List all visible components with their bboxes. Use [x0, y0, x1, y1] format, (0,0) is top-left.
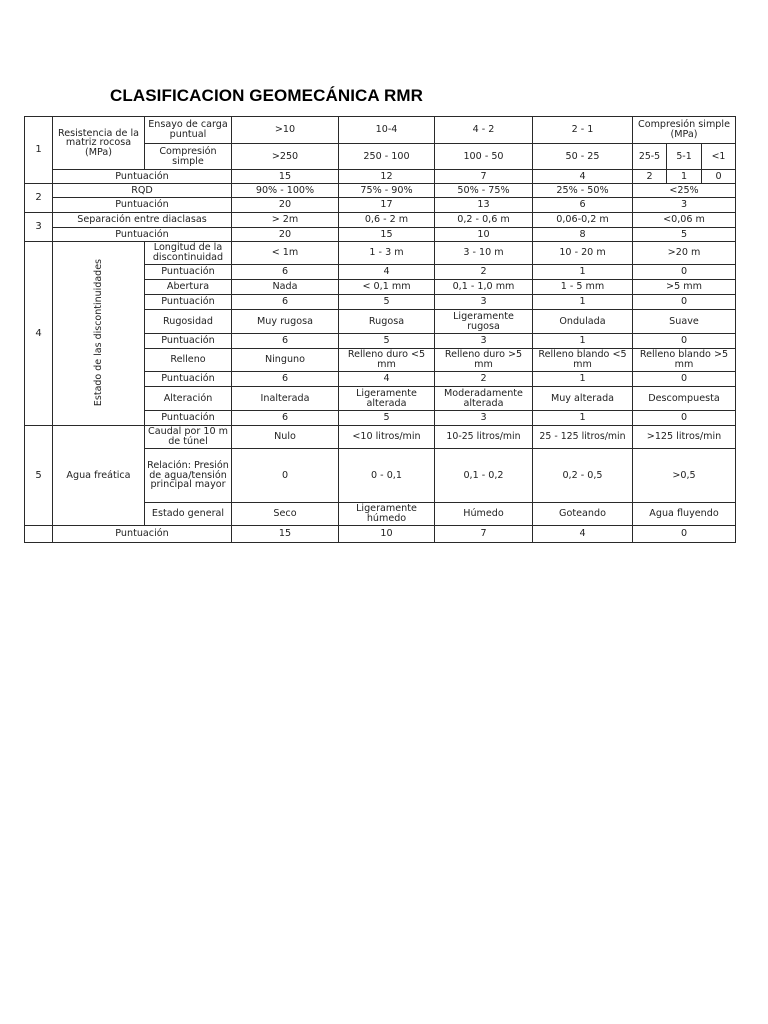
score-cell: 20 [232, 228, 339, 242]
row-label: Relación: Presión de agua/tensión principal mayor [145, 449, 232, 503]
group-label [53, 242, 145, 426]
score-cell: 6 [533, 198, 633, 213]
score-cell: 6 [232, 334, 339, 349]
table-cell: >0,5 [633, 449, 736, 503]
score-cell: 2 [435, 372, 533, 387]
table-cell: >20 m [633, 242, 736, 265]
table-cell: Rugosa [339, 310, 435, 334]
table-cell: <25% [633, 184, 736, 198]
table-row [25, 117, 736, 144]
table-cell: <0,06 m [633, 213, 736, 228]
row-label: Longitud de la discontinuidad [145, 242, 232, 265]
table-cell: Goteando [533, 503, 633, 526]
score-cell: 1 [533, 334, 633, 349]
group-label-text: Estado de las discontinuidades [92, 258, 104, 406]
score-cell: 5 [633, 228, 736, 242]
score-label: Puntuación [145, 411, 232, 426]
table-cell: 25 - 125 litros/min [533, 426, 633, 449]
score-cell: 3 [435, 411, 533, 426]
table-cell: Descompuesta [633, 387, 736, 411]
table-cell: 0,2 - 0,6 m [435, 213, 533, 228]
table-cell: Suave [633, 310, 736, 334]
score-cell: 3 [435, 334, 533, 349]
score-cell: 3 [435, 295, 533, 310]
table-cell: 5-1 [667, 144, 702, 170]
score-cell: 1 [667, 170, 702, 184]
table-row [25, 242, 736, 265]
table-cell: 2 - 1 [533, 117, 633, 144]
table-cell: Seco [232, 503, 339, 526]
score-cell: 5 [339, 295, 435, 310]
table-row [25, 426, 736, 449]
row-label: RQD [53, 184, 232, 198]
table-cell: > 2m [232, 213, 339, 228]
score-cell: 0 [633, 526, 736, 543]
table-cell: Agua fluyendo [633, 503, 736, 526]
table-cell: 0,6 - 2 m [339, 213, 435, 228]
score-cell: 3 [633, 198, 736, 213]
table-cell: 50% - 75% [435, 184, 533, 198]
score-label: Puntuación [53, 228, 232, 242]
score-cell: 4 [339, 372, 435, 387]
table-row [25, 213, 736, 228]
table-cell: Relleno duro <5 mm [339, 349, 435, 372]
table-cell: Compresión simple (MPa) [633, 117, 736, 144]
row-label: Ensayo de carga puntual [145, 117, 232, 144]
table-cell: >5 mm [633, 280, 736, 295]
score-cell: 6 [232, 295, 339, 310]
table-cell: 50 - 25 [533, 144, 633, 170]
score-cell: 6 [232, 411, 339, 426]
table-cell: 100 - 50 [435, 144, 533, 170]
score-cell: 15 [339, 228, 435, 242]
parameter-label: Resistencia de la matriz rocosa (MPa) [53, 117, 145, 170]
table-cell: 0,2 - 0,5 [533, 449, 633, 503]
score-cell: 4 [533, 526, 633, 543]
row-label: Compresión simple [145, 144, 232, 170]
score-cell: 4 [533, 170, 633, 184]
score-cell: 7 [435, 170, 533, 184]
score-label: Puntuación [145, 334, 232, 349]
parameter-number: 4 [25, 242, 53, 426]
table-cell: Ligeramente alterada [339, 387, 435, 411]
table-cell: <10 litros/min [339, 426, 435, 449]
parameter-number: 3 [25, 213, 53, 242]
score-cell: 20 [232, 198, 339, 213]
table-cell: <1 [702, 144, 736, 170]
table-cell: 0,1 - 1,0 mm [435, 280, 533, 295]
score-label: Puntuación [53, 170, 232, 184]
table-cell: Muy alterada [533, 387, 633, 411]
group-label: Agua freática [53, 426, 145, 526]
table-cell: Ligeramente rugosa [435, 310, 533, 334]
table-cell: Ondulada [533, 310, 633, 334]
table-cell: Húmedo [435, 503, 533, 526]
table-cell: 4 - 2 [435, 117, 533, 144]
table-cell: 25-5 [633, 144, 667, 170]
table-row [25, 184, 736, 198]
score-cell: 13 [435, 198, 533, 213]
score-cell: 0 [633, 265, 736, 280]
score-cell: 5 [339, 334, 435, 349]
table-cell: >250 [232, 144, 339, 170]
score-cell: 0 [633, 411, 736, 426]
table-row [25, 198, 736, 213]
parameter-number: 2 [25, 184, 53, 213]
table-cell: >125 litros/min [633, 426, 736, 449]
table-cell: 75% - 90% [339, 184, 435, 198]
score-cell: 8 [533, 228, 633, 242]
table-cell: Moderadamente alterada [435, 387, 533, 411]
table-cell: Relleno duro >5 mm [435, 349, 533, 372]
score-label: Puntuación [145, 372, 232, 387]
score-label: Puntuación [53, 198, 232, 213]
table-cell: Ligeramente húmedo [339, 503, 435, 526]
score-cell: 0 [633, 295, 736, 310]
row-label: Abertura [145, 280, 232, 295]
score-cell: 6 [232, 372, 339, 387]
score-cell: 12 [339, 170, 435, 184]
score-cell: 7 [435, 526, 533, 543]
score-cell: 2 [633, 170, 667, 184]
score-cell: 15 [232, 526, 339, 543]
score-cell: 0 [702, 170, 736, 184]
row-label: Alteración [145, 387, 232, 411]
table-cell: Relleno blando >5 mm [633, 349, 736, 372]
score-cell: 5 [339, 411, 435, 426]
table-row [25, 526, 736, 543]
row-label: Relleno [145, 349, 232, 372]
score-cell: 2 [435, 265, 533, 280]
row-label: Separación entre diaclasas [53, 213, 232, 228]
score-cell: 1 [533, 372, 633, 387]
blank-cell [25, 526, 53, 543]
table-row [25, 170, 736, 184]
table-cell: 0,06-0,2 m [533, 213, 633, 228]
table-cell: >10 [232, 117, 339, 144]
table-cell: 10-25 litros/min [435, 426, 533, 449]
table-cell: 250 - 100 [339, 144, 435, 170]
row-label: Estado general [145, 503, 232, 526]
table-row [25, 228, 736, 242]
table-cell: < 0,1 mm [339, 280, 435, 295]
score-cell: 4 [339, 265, 435, 280]
table-cell: Inalterada [232, 387, 339, 411]
table-cell: 90% - 100% [232, 184, 339, 198]
score-cell: 0 [633, 334, 736, 349]
row-label: Rugosidad [145, 310, 232, 334]
table-cell: 3 - 10 m [435, 242, 533, 265]
score-cell: 10 [339, 526, 435, 543]
table-cell: 1 - 5 mm [533, 280, 633, 295]
rmr-classification-table [24, 116, 736, 543]
parameter-number: 5 [25, 426, 53, 526]
table-cell: 0 - 0,1 [339, 449, 435, 503]
score-cell: 6 [232, 265, 339, 280]
table-cell: 10-4 [339, 117, 435, 144]
row-label: Caudal por 10 m de túnel [145, 426, 232, 449]
table-cell: 1 - 3 m [339, 242, 435, 265]
table-cell: Muy rugosa [232, 310, 339, 334]
table-cell: 25% - 50% [533, 184, 633, 198]
score-label: Puntuación [145, 295, 232, 310]
table-cell: Nada [232, 280, 339, 295]
score-cell: 0 [633, 372, 736, 387]
score-cell: 1 [533, 265, 633, 280]
score-cell: 15 [232, 170, 339, 184]
table-cell: < 1m [232, 242, 339, 265]
table-cell: Ninguno [232, 349, 339, 372]
table-cell: 0 [232, 449, 339, 503]
parameter-number: 1 [25, 117, 53, 184]
score-cell: 1 [533, 295, 633, 310]
score-cell: 17 [339, 198, 435, 213]
table-cell: 10 - 20 m [533, 242, 633, 265]
score-label: Puntuación [145, 265, 232, 280]
table-cell: 0,1 - 0,2 [435, 449, 533, 503]
table-cell: Relleno blando <5 mm [533, 349, 633, 372]
score-cell: 1 [533, 411, 633, 426]
document-title: CLASIFICACION GEOMECÁNICA RMR [110, 86, 423, 105]
score-cell: 10 [435, 228, 533, 242]
table-cell: Nulo [232, 426, 339, 449]
score-label: Puntuación [53, 526, 232, 543]
